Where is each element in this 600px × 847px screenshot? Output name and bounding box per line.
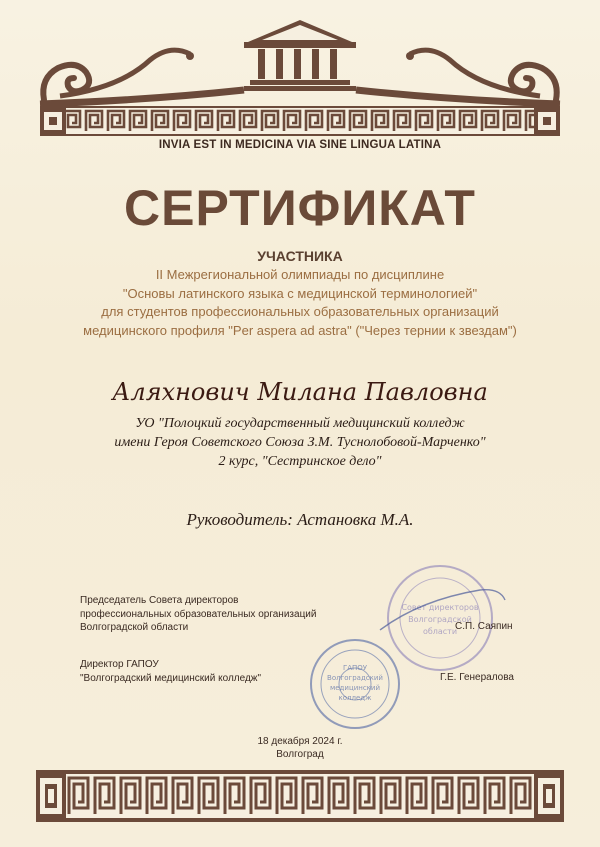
supervisor: Руководитель: Астановка М.А. — [186, 510, 414, 529]
description-line: II Межрегиональной олимпиады по дисциплине — [155, 267, 445, 282]
institution-line: УО "Полоцкий государственный медицинский колледж — [135, 416, 465, 431]
issue-date-block — [0, 735, 600, 761]
event-description — [20, 266, 580, 340]
institution-line: 2 курс, "Сестринское дело" — [218, 454, 382, 469]
participant-name: Аляхнович Милана Павловна — [112, 378, 488, 406]
signatory-chairman — [80, 594, 316, 635]
signatory-director — [80, 658, 261, 685]
svg-text:медицинский: медицинский — [329, 684, 381, 692]
greek-key-border-icon — [36, 770, 564, 822]
signatory-position-line: Директор ГАПОУ — [80, 659, 159, 670]
issue-date: 18 декабря 2024 г. — [257, 736, 343, 747]
description-line: медицинского профиля "Per aspera ad astra" ("Через тернии к звездам") — [83, 322, 517, 338]
signatory-director-name: Г.Е. Генералова — [440, 672, 514, 683]
signatory-chairman-name: С.П. Саяпин — [455, 621, 513, 632]
svg-text:ГАПОУ: ГАПОУ — [342, 664, 368, 672]
svg-text:колледж: колледж — [338, 694, 372, 702]
volute-scroll-icon — [40, 50, 244, 104]
issue-city: Волгоград — [276, 749, 324, 760]
volute-scroll-icon — [356, 50, 560, 104]
greek-temple-icon — [244, 20, 356, 91]
svg-text:области: области — [422, 627, 458, 636]
greek-key-border-icon — [40, 106, 560, 136]
signatory-position-line: профессиональных образовательных организаций — [80, 608, 317, 620]
motto: INVIA EST IN MEDICINA VIA SINE LINGUA LATINA — [158, 139, 442, 151]
signatory-position-line: Волгоградской области — [80, 622, 189, 633]
svg-text:Совет директоров: Совет директоров — [401, 603, 479, 612]
certificate-subtitle: УЧАСТНИКА — [257, 248, 343, 264]
svg-text:Волгоградской: Волгоградской — [408, 615, 472, 624]
institution-line: имени Героя Советского Союза З.М. Туснолобовой-Марченко" — [114, 435, 486, 450]
institution — [0, 414, 600, 471]
signatory-position-line: "Волгоградский медицинский колледж" — [80, 672, 262, 684]
description-line: "Основы латинского языка с медицинской терминологией" — [122, 285, 478, 301]
certificate-title: СЕРТИФИКАТ — [124, 180, 476, 236]
svg-text:Волгоградский: Волгоградский — [327, 674, 383, 682]
official-stamp-icon — [305, 630, 405, 740]
description-line: для студентов профессиональных образовательных организаций — [101, 304, 499, 319]
header-ornament — [0, 0, 600, 150]
signatory-position-line: Председатель Совета директоров — [80, 595, 239, 606]
